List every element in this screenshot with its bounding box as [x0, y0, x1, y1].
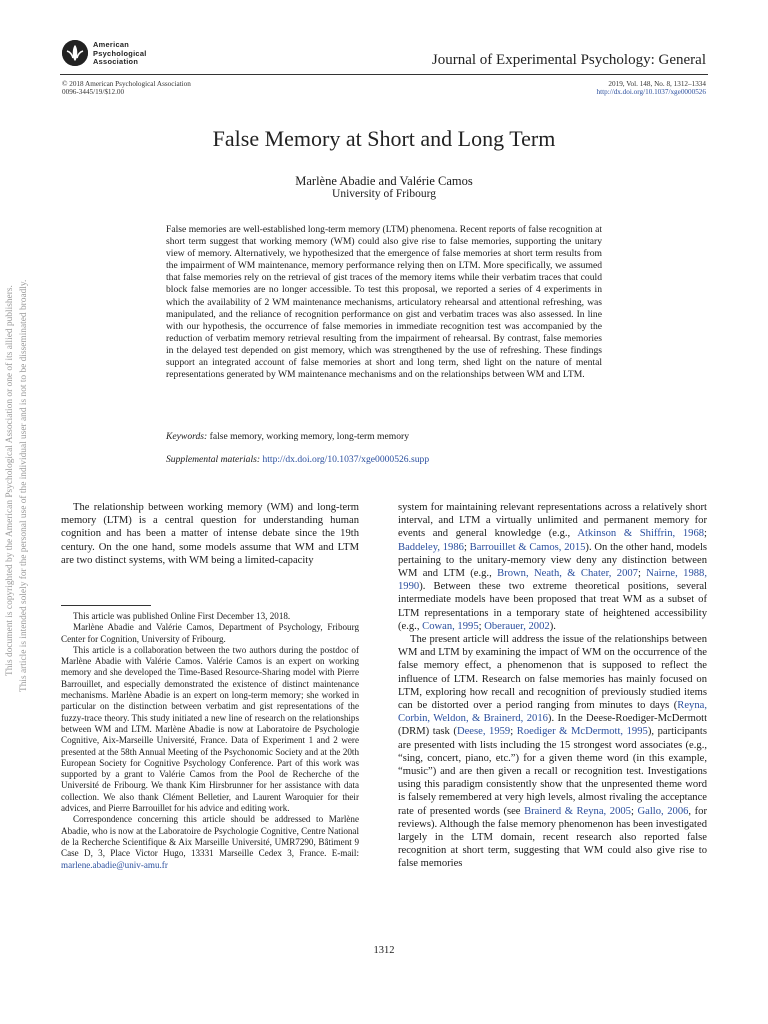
- publisher-line: Psychological: [93, 48, 147, 58]
- publisher-name: [93, 41, 147, 67]
- copyright-line: © 2018 American Psychological Association: [62, 80, 191, 88]
- keywords: [166, 431, 602, 442]
- author-notes: [61, 611, 359, 871]
- author-note: This article was published Online First December 13, 2018.: [73, 611, 291, 621]
- body-paragraph: [398, 501, 707, 633]
- copyright-notice: This document is copyrighted by the American Psychological Association or one of its allied publishers.: [5, 285, 15, 676]
- text-run: ;: [704, 528, 707, 540]
- citation-link[interactable]: Baddeley, 1986: [398, 541, 464, 553]
- citation-block: [597, 80, 706, 97]
- citation-link[interactable]: Brown, Neath, & Chater, 2007: [497, 568, 638, 580]
- usage-notice: This article is intended solely for the personal use of the individual user and is not to be disseminated broadly.: [19, 279, 29, 692]
- intro-paragraph: The relationship between working memory (WM) and long-term memory (LTM) is a central question for understanding human cognition and has been a matter of intense debate since the 19th century. On the one hand, some models assume that WM and LTM are two distinct systems, with WM being a limited-capacity: [61, 502, 359, 566]
- keywords-label: Keywords:: [166, 431, 208, 442]
- publisher-line: American: [93, 40, 130, 49]
- text-run: ;: [637, 568, 647, 580]
- text-run: system for maintaining relevant representations across a relatively short interval, and LTM a virtually unlimited and permanent memory for events and general knowledge (e.g.,: [398, 502, 707, 540]
- citation-link[interactable]: Reyna, Corbin, Weldon, & Brainerd, 2016: [398, 700, 707, 725]
- page-number: 1312: [373, 945, 395, 956]
- authors: Marlène Abadie and Valérie Camos: [295, 174, 473, 188]
- citation-link[interactable]: Nairne, 1988, 1990: [398, 568, 707, 593]
- citation-link[interactable]: Brainerd & Reyna, 2005: [524, 805, 631, 817]
- text-run: ).: [549, 620, 556, 632]
- article-title: False Memory at Short and Long Term: [212, 126, 556, 151]
- author-note: Marlène Abadie and Valérie Camos, Department of Psychology, Fribourg Center for Cognition, University of Fribourg.: [61, 622, 359, 644]
- citation-link[interactable]: Deese, 1959: [456, 726, 511, 738]
- text-run: ). In the Deese-Roediger-McDermott (DRM) task (: [398, 713, 708, 738]
- apa-logo: [62, 40, 88, 66]
- citation-link[interactable]: Oberauer, 2002: [484, 620, 550, 632]
- text-run: ;: [630, 805, 638, 817]
- citation-link[interactable]: Gallo, 2006: [637, 805, 689, 817]
- citation-link[interactable]: Cowan, 1995: [422, 620, 479, 632]
- text-run: , for reviews). Although the false memory phenomenon has been investigated largely in the LTM domain, recent research also reported false recognition at short term, suggesting that WM could also give rise to false memories: [398, 805, 707, 870]
- text-run: ;: [478, 620, 485, 632]
- copyright-block: [62, 80, 191, 97]
- author-note: This article is a collaboration between the two authors during the postdoc of Marlène Abadie with Valérie Camos. Valérie Camos is an expert on working memory and she developed the Time-Based Resource-Sharing model with Pierre Barrouillet, and especially demonstrated the existence of distinct maintenance mechanisms. Marlène Abadie is an expert on long-term memory; she worked in particular on the distinction between verbatim and gist representations of the fuzzy-trace theory. This study initiated a new line of research on the relationships between WM and LTM. Marlène Abadie is now at Laboratoire de Psychologie Cognitive, Aix-Marseille Université, France. Data of Experiment 1 and 2 were presented at the 58th Annual Meeting of the Psychonomic Society and at the 20th European Society for Cognitive Psychology Conference. Part of this work was supported by a grant to Valérie Camos from the Pool de Recherche of the Université de Fribourg. We thank Kim Hirsbrunner for her assistance with data collection. We also thank Clément Belletier, and Laurent Waroquier for their advices, and Pierre Barrouillet for his advice and editing work.: [61, 644, 359, 814]
- keywords-list: false memory, working memory, long-term memory: [209, 431, 409, 442]
- text-run: ), participants are presented with lists including the 15 strongest word associates (e.g., “sing, concert, piano, etc.”) for a given theme word (in this example, “music”) and are then given a recall or recognition test. Investigations using this paradigm consistently show that the unpresented theme word is falsely remembered at very high levels, almost rivaling the acceptance rate of presented words (see: [398, 726, 707, 817]
- citation-link[interactable]: Barrouillet & Camos, 2015: [469, 541, 586, 553]
- issn-line: 0096-3445/19/$12.00: [62, 88, 125, 97]
- affiliation: University of Fribourg: [332, 188, 436, 200]
- supplemental-label: Supplemental materials:: [166, 454, 261, 465]
- text-run: ;: [510, 726, 517, 738]
- text-run: ). Between these two extreme theoretical positions, several intermediate models have been proposed that treat WM as a subset of LTM representations in a temporary state of heightened accessibility (e.g.,: [398, 581, 707, 632]
- supplemental-link[interactable]: http://dx.doi.org/10.1037/xge0000526.supp: [262, 454, 430, 465]
- correspondence-text: Correspondence concerning this article should be addressed to Marlène Abadie, who is now at the Laboratoire de Psychologie Cognitive, Centre National de la Recherche Scientifique & Aix Marseille Université, UMR7290, Bâtiment 9 Case D, 3, Place Victor Hugo, 13331 Marseille Cedex 3, France. E-mail:: [61, 814, 359, 859]
- abstract: False memories are well-established long-term memory (LTM) phenomena. Recent reports of false recognition at short term suggest that working memory (WM) could also give rise to false memories, supporting the unitary view of memory. Alternatively, we hypothesized that the emergence of false memories at short term results from the impairment of WM maintenance, memory performance relying then on LTM. More specifically, we assumed that false memories rely on the retrieval of gist traces of the memory items while their verbatim traces that could block false memories are no longer accessible. To test this proposal, we reported a series of 4 experiments in which the availability of 2 WM maintenance mechanisms, articulatory rehearsal and attentional refreshing, was manipulated, and the reliance of recognition performance on gist and verbatim traces was also assessed. In line with our hypothesis, the occurrence of false memories in immediate recognition test was accompanied by the reduction of verbatim memory retrieval resulting from the impairment of rehearsal. By contrast, false memories in the delayed test depended on gist memory, which was strengthened by the use of refreshing. These findings support an integrated account of false memories at short and long term, shed light on the nature of mental representations generated by WM maintenance mechanisms and on the relationships between WM and LTM.: [166, 224, 602, 381]
- body-column-right: [398, 501, 707, 871]
- header-divider: [60, 74, 708, 75]
- journal-title: Journal of Experimental Psychology: General: [431, 52, 706, 68]
- citation-link[interactable]: Atkinson & Shiffrin, 1968: [577, 528, 705, 540]
- doi-link[interactable]: http://dx.doi.org/10.1037/xge0000526: [596, 88, 706, 97]
- body-column-left: [61, 501, 359, 567]
- footnote-divider: [61, 605, 151, 606]
- text-run: ;: [463, 541, 470, 553]
- email-link[interactable]: marlene.abadie@univ-amu.fr: [61, 859, 168, 870]
- supplemental-materials: [166, 454, 602, 465]
- publisher-line: Association: [93, 57, 139, 67]
- body-paragraph: [398, 633, 707, 871]
- text-run: ). On the other hand, models pertaining to the unitary-memory view deny any distinction between WM and LTM (e.g.,: [398, 541, 708, 580]
- citation-link[interactable]: Roediger & McDermott, 1995: [516, 726, 648, 738]
- text-run: The present article will address the issue of the relationships between WM and LTM by examining the impact of WM on the occurrence of the false memory effect, a phenomenon that is supposed to reflect the influence of LTM. Research on false memories has mainly focused on LTM, exploring how recall and recognition of previously studied items can be distorted over a period ranging from minutes to days (: [398, 634, 707, 712]
- author-note: [61, 814, 359, 870]
- volume-info: 2019, Vol. 148, No. 8, 1312–1334: [608, 80, 706, 88]
